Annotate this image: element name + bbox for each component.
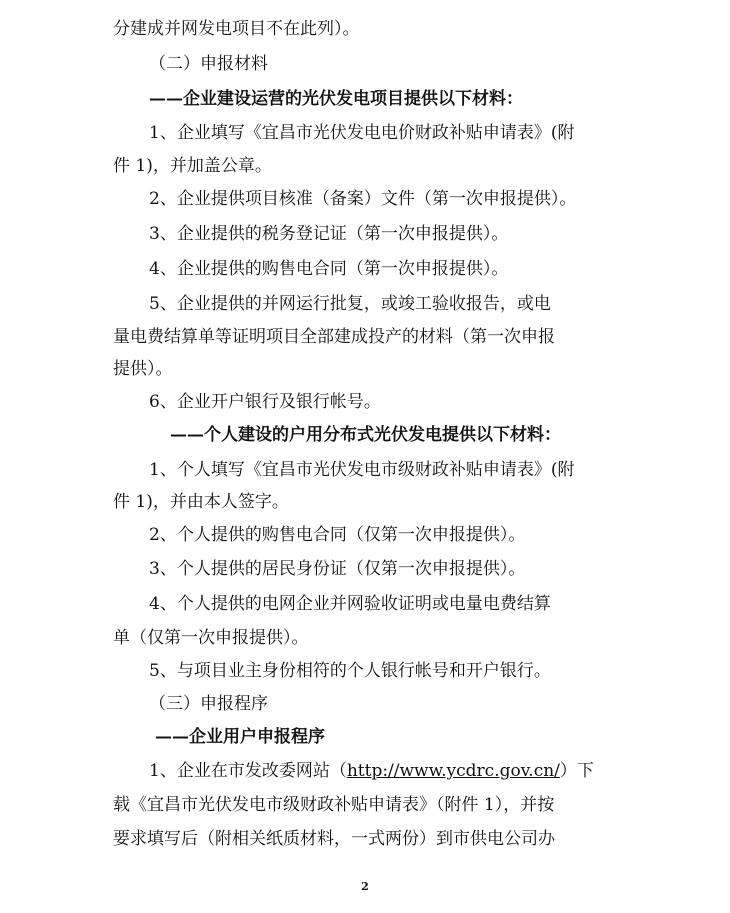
website-link[interactable]: http://www.ycdrc.gov.cn/ — [346, 761, 560, 781]
text-line: 5、与项目业主身份相符的个人银行帐号和开户银行。 — [149, 661, 551, 681]
text-line: 3、个人提供的居民身份证（仅第一次申报提供）。 — [149, 559, 526, 579]
text-line: 单（仅第一次申报提供）。 — [113, 628, 309, 648]
subheading-individual-materials: ——个人建设的户用分布式光伏发电提供以下材料： — [170, 425, 561, 445]
section-heading: （三）申报程序 — [149, 694, 268, 714]
download-text-after: ）下 — [559, 761, 594, 781]
text-line: 2、个人提供的购售电合同（仅第一次申报提供）。 — [149, 525, 526, 545]
text-line: 4、个人提供的电网企业并网验收证明或电量电费结算 — [149, 594, 551, 614]
subheading-enterprise-procedure: ——企业用户申报程序 — [155, 727, 325, 747]
text-line: 提供）。 — [113, 359, 173, 379]
text-line: 2、企业提供项目核准（备案）文件（第一次申报提供）。 — [149, 189, 577, 209]
download-text-before: 1、企业在市发改委网站（ — [149, 761, 347, 781]
text-line: 5、企业提供的并网运行批复，或竣工验收报告，或电 — [149, 294, 551, 314]
text-line: 4、企业提供的购售电合同（第一次申报提供）。 — [149, 259, 509, 279]
text-line: 1、企业填写《宜昌市光伏发电电价财政补贴申请表》(附 — [149, 123, 575, 143]
text-line: 载《宜昌市光伏发电市级财政补贴申请表》（附件 1），并按 — [113, 795, 555, 815]
text-line: 分建成并网发电项目不在此列）。 — [113, 19, 360, 39]
page-number: 2 — [361, 880, 369, 893]
text-line: 件 1)，并由本人签字。 — [113, 492, 289, 512]
text-line: 3、企业提供的税务登记证（第一次申报提供）。 — [149, 224, 509, 244]
section-heading: （二）申报材料 — [149, 54, 268, 74]
text-line: 件 1)，并加盖公章。 — [113, 156, 272, 176]
text-line-with-link — [0, 760, 730, 782]
text-line: 6、企业开户银行及银行帐号。 — [149, 392, 381, 412]
subheading-enterprise-materials: ——企业建设运营的光伏发电项目提供以下材料： — [149, 89, 523, 109]
text-line: 1、个人填写《宜昌市光伏发电市级财政补贴申请表》(附 — [149, 460, 575, 480]
text-line: 要求填写后（附相关纸质材料，一式两份）到市供电公司办 — [113, 829, 555, 849]
text-line: 量电费结算单等证明项目全部建成投产的材料（第一次申报 — [113, 327, 555, 347]
